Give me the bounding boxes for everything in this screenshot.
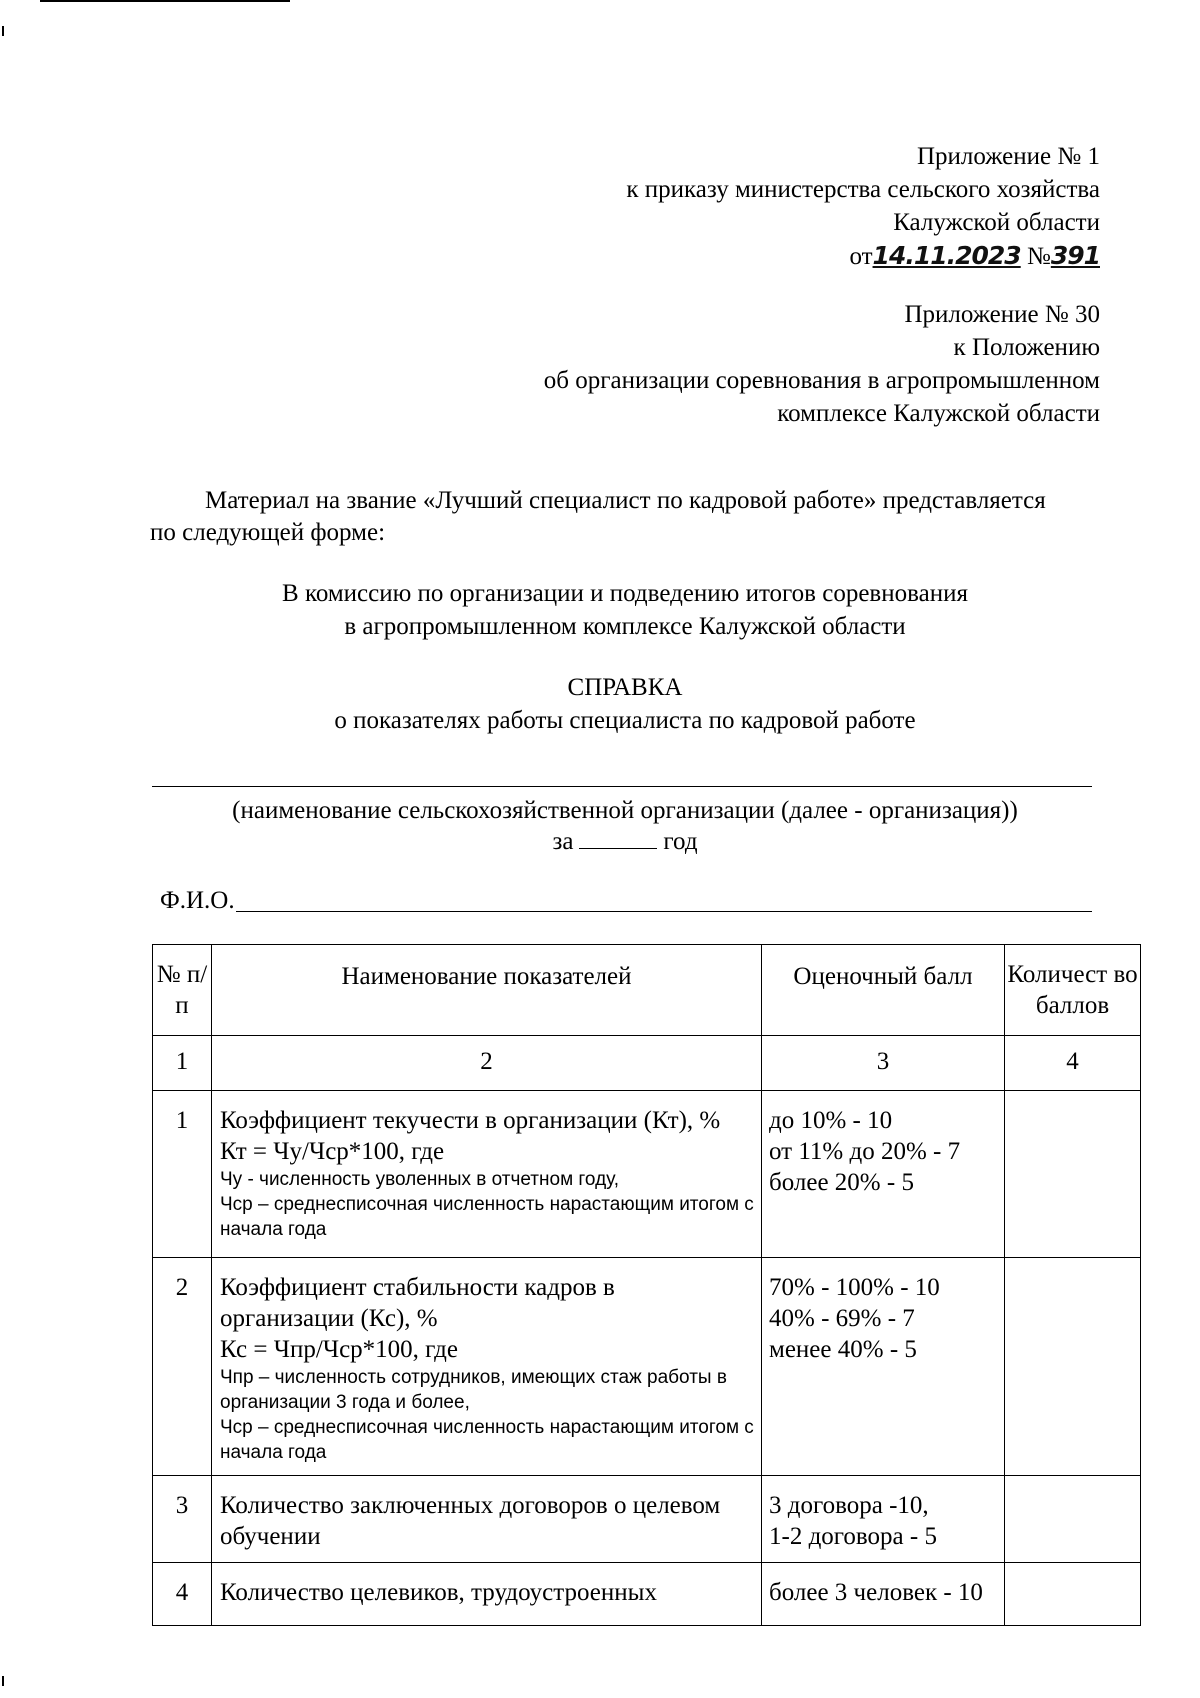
- row-score-cell: [762, 1476, 1005, 1563]
- row-points-cell: [1005, 1476, 1141, 1563]
- header-cell: [762, 945, 1005, 1036]
- fio-line: [236, 911, 1092, 912]
- appendix-30-line-2: к Положению: [953, 334, 1100, 361]
- row-number: 3: [175, 1492, 189, 1519]
- handwritten-date: 14.11.2023: [872, 241, 1021, 270]
- indicators-table: [152, 944, 1141, 1626]
- indicator-note: Чср – среднесписочная численность нарастающим итогом с начала года: [220, 1417, 754, 1463]
- intro-line-1: Материал на звание «Лучший специалист по кадровой работе» представляется: [205, 487, 1046, 514]
- spravka-subtitle: о показателях работы специалиста по кадровой работе: [334, 707, 916, 734]
- indicator-name: [212, 1258, 761, 1475]
- year-blank: [579, 826, 657, 849]
- row-number: 2: [175, 1274, 189, 1301]
- row-number: 4: [175, 1579, 189, 1606]
- score-item: от 11% до 20% - 7: [769, 1138, 961, 1165]
- score-item: более 20% - 5: [769, 1169, 914, 1196]
- score-list: [762, 1091, 1004, 1206]
- indicator-note: Чу - численность уволенных в отчетном году,: [220, 1169, 620, 1190]
- indicator-title: Количество заключенных договоров о целевом обучении: [220, 1492, 721, 1550]
- appendix-1-title: Приложение № 1: [916, 143, 1100, 170]
- header-indicator-name: Наименование показателей: [341, 963, 632, 990]
- commission-line-2: в агропромышленном комплексе Калужской области: [344, 613, 906, 640]
- row-points-cell: [1005, 1258, 1141, 1476]
- row-name-cell: [212, 1091, 762, 1258]
- score-item: 70% - 100% - 10: [769, 1274, 940, 1301]
- indicator-title: Коэффициент стабильности кадров в организации (Кс), %: [220, 1274, 615, 1332]
- score-list: [762, 1563, 1004, 1616]
- header-number: № п/п: [156, 961, 208, 1019]
- column-number-cell: [1005, 1036, 1141, 1091]
- score-item: менее 40% - 5: [769, 1336, 917, 1363]
- intro-line-2: по следующей форме:: [150, 519, 386, 546]
- indicator-note: Чпр – численность сотрудников, имеющих стаж работы в организации 3 года и более,: [220, 1367, 727, 1413]
- intro-paragraph: [150, 485, 1100, 549]
- year-prefix: за: [552, 828, 574, 855]
- date-prefix: от: [849, 243, 873, 270]
- column-number-cell: [153, 1036, 212, 1091]
- appendix-1-block: [500, 140, 1100, 273]
- row-score-cell: [762, 1091, 1005, 1258]
- score-item: 1-2 договора - 5: [769, 1523, 937, 1550]
- appendix-30-line-3: об организации соревнования в агропромышленном: [543, 367, 1100, 394]
- scan-artifact: [40, 0, 290, 2]
- indicator-name: [212, 1476, 761, 1562]
- header-points: Количест во баллов: [1007, 961, 1138, 1019]
- indicator-title: Коэффициент текучести в организации (Кт), %: [220, 1107, 721, 1134]
- row-points-cell: [1005, 1563, 1141, 1626]
- table-row: [153, 1258, 1141, 1476]
- year-field: [150, 825, 1100, 858]
- header-cell: [212, 945, 762, 1036]
- scan-artifact: [2, 26, 4, 36]
- header-score: Оценочный балл: [793, 963, 973, 990]
- indicator-formula: Кт = Чу/Чср*100, где: [220, 1138, 445, 1165]
- table-row: [153, 1091, 1141, 1258]
- column-number: 3: [876, 1048, 890, 1075]
- row-name-cell: [212, 1563, 762, 1626]
- score-item: до 10% - 10: [769, 1107, 893, 1134]
- score-item: более 3 человек - 10: [769, 1579, 983, 1606]
- indicator-title: Количество целевиков, трудоустроенных: [220, 1579, 657, 1606]
- row-number-cell: [153, 1258, 212, 1476]
- organization-caption: (наименование сельскохозяйственной организации (далее - организация)): [232, 797, 1018, 824]
- row-number: 1: [175, 1107, 189, 1134]
- commission-address: [150, 577, 1100, 643]
- column-number: 1: [175, 1048, 189, 1075]
- score-list: [762, 1476, 1004, 1560]
- row-score-cell: [762, 1563, 1005, 1626]
- organization-name-line: [152, 786, 1092, 787]
- table-row: [153, 1476, 1141, 1563]
- column-number-row: [153, 1036, 1141, 1091]
- handwritten-number: 391: [1050, 241, 1100, 270]
- score-item: 3 договора -10,: [769, 1492, 929, 1519]
- indicator-name: [212, 1091, 761, 1252]
- spravka-title: СПРАВКА: [567, 674, 683, 701]
- row-number-cell: [153, 1091, 212, 1258]
- header-cell: [1005, 945, 1141, 1036]
- column-number: 4: [1066, 1048, 1079, 1075]
- row-points-cell: [1005, 1091, 1141, 1258]
- column-number-cell: [762, 1036, 1005, 1091]
- score-list: [762, 1258, 1004, 1373]
- row-score-cell: [762, 1258, 1005, 1476]
- appendix-1-date-line: [500, 239, 1100, 273]
- number-prefix: №: [1026, 243, 1051, 270]
- scan-artifact: [2, 1676, 4, 1686]
- header-cell: [153, 945, 212, 1036]
- row-number-cell: [153, 1563, 212, 1626]
- column-number-cell: [212, 1036, 762, 1091]
- indicator-note: Чср – среднесписочная численность нарастающим итогом с начала года: [220, 1194, 754, 1240]
- spravka-heading: [150, 671, 1100, 737]
- appendix-1-line-2: к приказу министерства сельского хозяйства: [626, 176, 1100, 203]
- row-number-cell: [153, 1476, 212, 1563]
- table-header-row: [153, 945, 1141, 1036]
- appendix-30-title: Приложение № 30: [904, 301, 1100, 328]
- row-name-cell: [212, 1258, 762, 1476]
- year-suffix: год: [663, 828, 698, 855]
- row-name-cell: [212, 1476, 762, 1563]
- column-number: 2: [480, 1048, 493, 1075]
- table-row: [153, 1563, 1141, 1626]
- score-item: 40% - 69% - 7: [769, 1305, 915, 1332]
- appendix-30-block: [400, 298, 1100, 430]
- indicator-formula: Кс = Чпр/Чср*100, где: [220, 1336, 458, 1363]
- indicator-name: [212, 1563, 761, 1618]
- fio-label: Ф.И.О.: [160, 887, 235, 914]
- commission-line-1: В комиссию по организации и подведению итогов соревнования: [282, 580, 968, 607]
- appendix-1-line-3: Калужской области: [893, 209, 1100, 236]
- appendix-30-line-4: комплексе Калужской области: [777, 400, 1100, 427]
